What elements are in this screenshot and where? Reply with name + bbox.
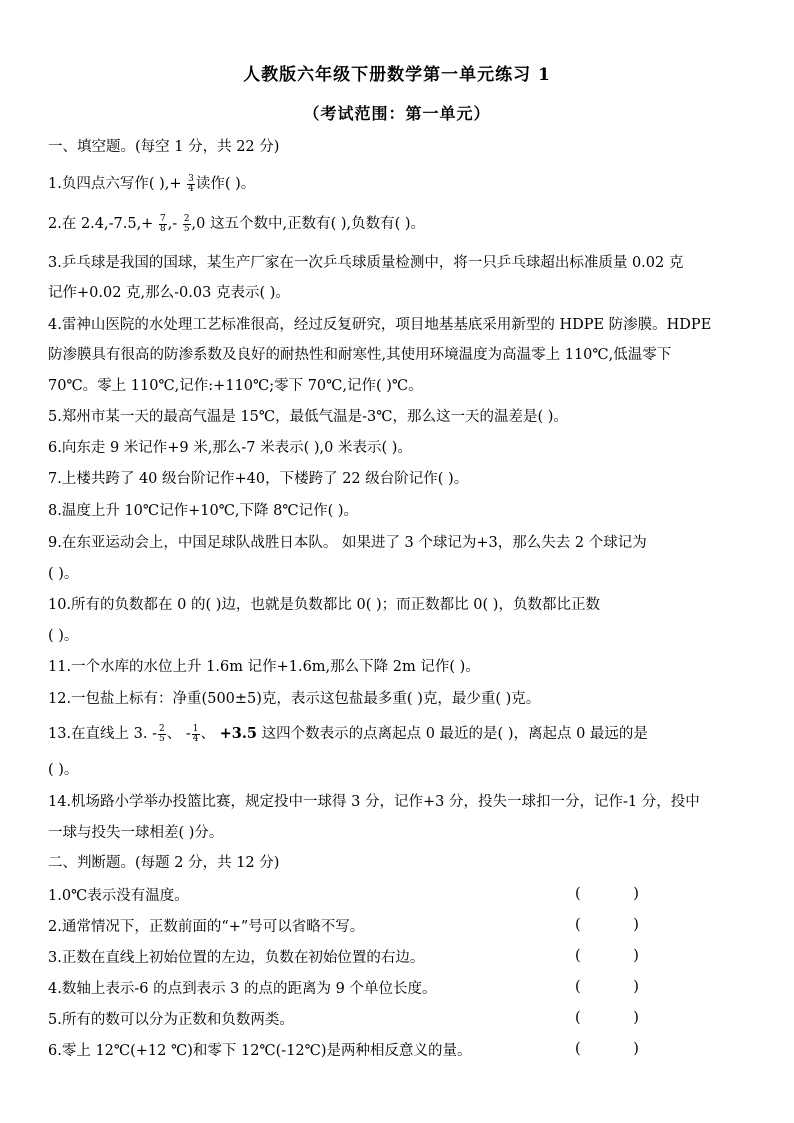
tf-answer-paren-3: ( )	[575, 948, 663, 964]
section-1-heading: 一、填空题。(每空 1 分，共 22 分)	[48, 139, 280, 155]
question-2: 2.在 2.4,-7.5,+ $\frac{7}{8}$ ,- $\frac{2}{5}$ ,0 这五个数中,正数有( ),负数有( )。	[48, 213, 426, 234]
question-5: 5.郑州市某一天的最高气温是 15℃，最低气温是-3℃，那么这一天的温差是( )。	[48, 409, 568, 425]
question-3-line-1: 3.乒乓球是我国的国球，某生产厂家在一次乒乓球质量检测中，将一只乒乓球超出标准质量 0.02 克	[48, 255, 684, 271]
question-9-line-1: 9.在东亚运动会上，中国足球队战胜日本队。 如果进了 3 个球记为+3，那么失去 2 个球记为	[48, 535, 647, 551]
question-13-line-1: 13.在直线上 3. - $\frac{2}{5}$ 、 - $\frac{1}{4}$ 、 +3.5 这四个数表示的点离起点 0 最近的是( )，离起点 0 最远的是	[48, 723, 648, 744]
fraction-2-5: $\frac{2}{5}$	[183, 213, 190, 234]
question-11: 11.一个水库的水位上升 1.6m 记作+1.6m,那么下降 2m 记作( )。	[48, 659, 480, 675]
tf-item-2: 2.通常情况下，正数前面的“+”号可以省略不写。	[48, 919, 365, 935]
question-14-line-1: 14.机场路小学举办投篮比赛，规定投中一球得 3 分，记作+3 分，投失一球扣一分，记作-1 分，投中	[48, 794, 700, 810]
question-4-line-1: 4.雷神山医院的水处理工艺标准很高，经过反复研究，项目地基基底采用新型的 HDPE 防渗膜。HDPE	[48, 317, 712, 333]
question-4-line-2: 防渗膜具有很高的防渗系数及良好的耐热性和耐寒性,其使用环境温度为高温零上 110℃,低温零下	[48, 347, 672, 363]
question-8: 8.温度上升 10℃记作+10℃,下降 8℃记作( )。	[48, 503, 359, 519]
tf-answer-paren-1: ( )	[575, 886, 663, 902]
tf-answer-paren-2: ( )	[575, 917, 663, 933]
question-6: 6.向东走 9 米记作+9 米,那么-7 米表示( ),0 米表示( )。	[48, 440, 412, 456]
question-10-line-1: 10.所有的负数都在 0 的( )边，也就是负数都比 0( )；而正数都比 0( )，负数都比正数	[48, 597, 600, 613]
section-2-heading: 二、判断题。(每题 2 分，共 12 分)	[48, 855, 280, 871]
question-14-line-2: 一球与投失一球相差( )分。	[48, 825, 224, 841]
fraction-1-4: $\frac{1}{4}$	[192, 723, 199, 744]
question-7: 7.上楼共跨了 40 级台阶记作+40，下楼跨了 22 级台阶记作( )。	[48, 471, 469, 487]
question-4-line-3: 70℃。零上 110℃,记作:+110℃;零下 70℃,记作( )℃。	[48, 378, 423, 394]
question-1: 1.负四点六写作( ),+ $\frac{3}{4}$ 读作( )。	[48, 173, 256, 194]
fraction-3-4: $\frac{3}{4}$	[188, 173, 194, 194]
tf-item-6: 6.零上 12℃(+12 ℃)和零下 12℃(-12℃)是两种相反意义的量。	[48, 1043, 472, 1059]
question-9-line-2: ( )。	[48, 566, 79, 582]
question-3-line-2: 记作+0.02 克,那么-0.03 克表示( )。	[48, 285, 290, 301]
fraction-2-5: $\frac{2}{5}$	[159, 723, 165, 744]
tf-answer-paren-6: ( )	[575, 1041, 663, 1057]
page-subtitle: （考试范围：第一单元）	[303, 104, 491, 123]
tf-item-5: 5.所有的数可以分为正数和负数两类。	[48, 1012, 294, 1028]
tf-item-4: 4.数轴上表示-6 的点到表示 3 的点的距离为 9 个单位长度。	[48, 981, 437, 997]
question-13-line-2: ( )。	[48, 762, 79, 778]
tf-item-3: 3.正数在直线上初始位置的左边，负数在初始位置的右边。	[48, 950, 425, 966]
tf-item-1: 1.0℃表示没有温度。	[48, 888, 189, 904]
fraction-7-8: $\frac{7}{8}$	[159, 213, 166, 234]
tf-answer-paren-5: ( )	[575, 1010, 663, 1026]
question-10-line-2: ( )。	[48, 628, 79, 644]
question-12: 12.一包盐上标有：净重(500±5)克，表示这包盐最多重( )克，最少重( )克。	[48, 691, 541, 707]
tf-answer-paren-4: ( )	[575, 979, 663, 995]
page-title: 人教版六年级下册数学第一单元练习 1	[243, 65, 551, 85]
